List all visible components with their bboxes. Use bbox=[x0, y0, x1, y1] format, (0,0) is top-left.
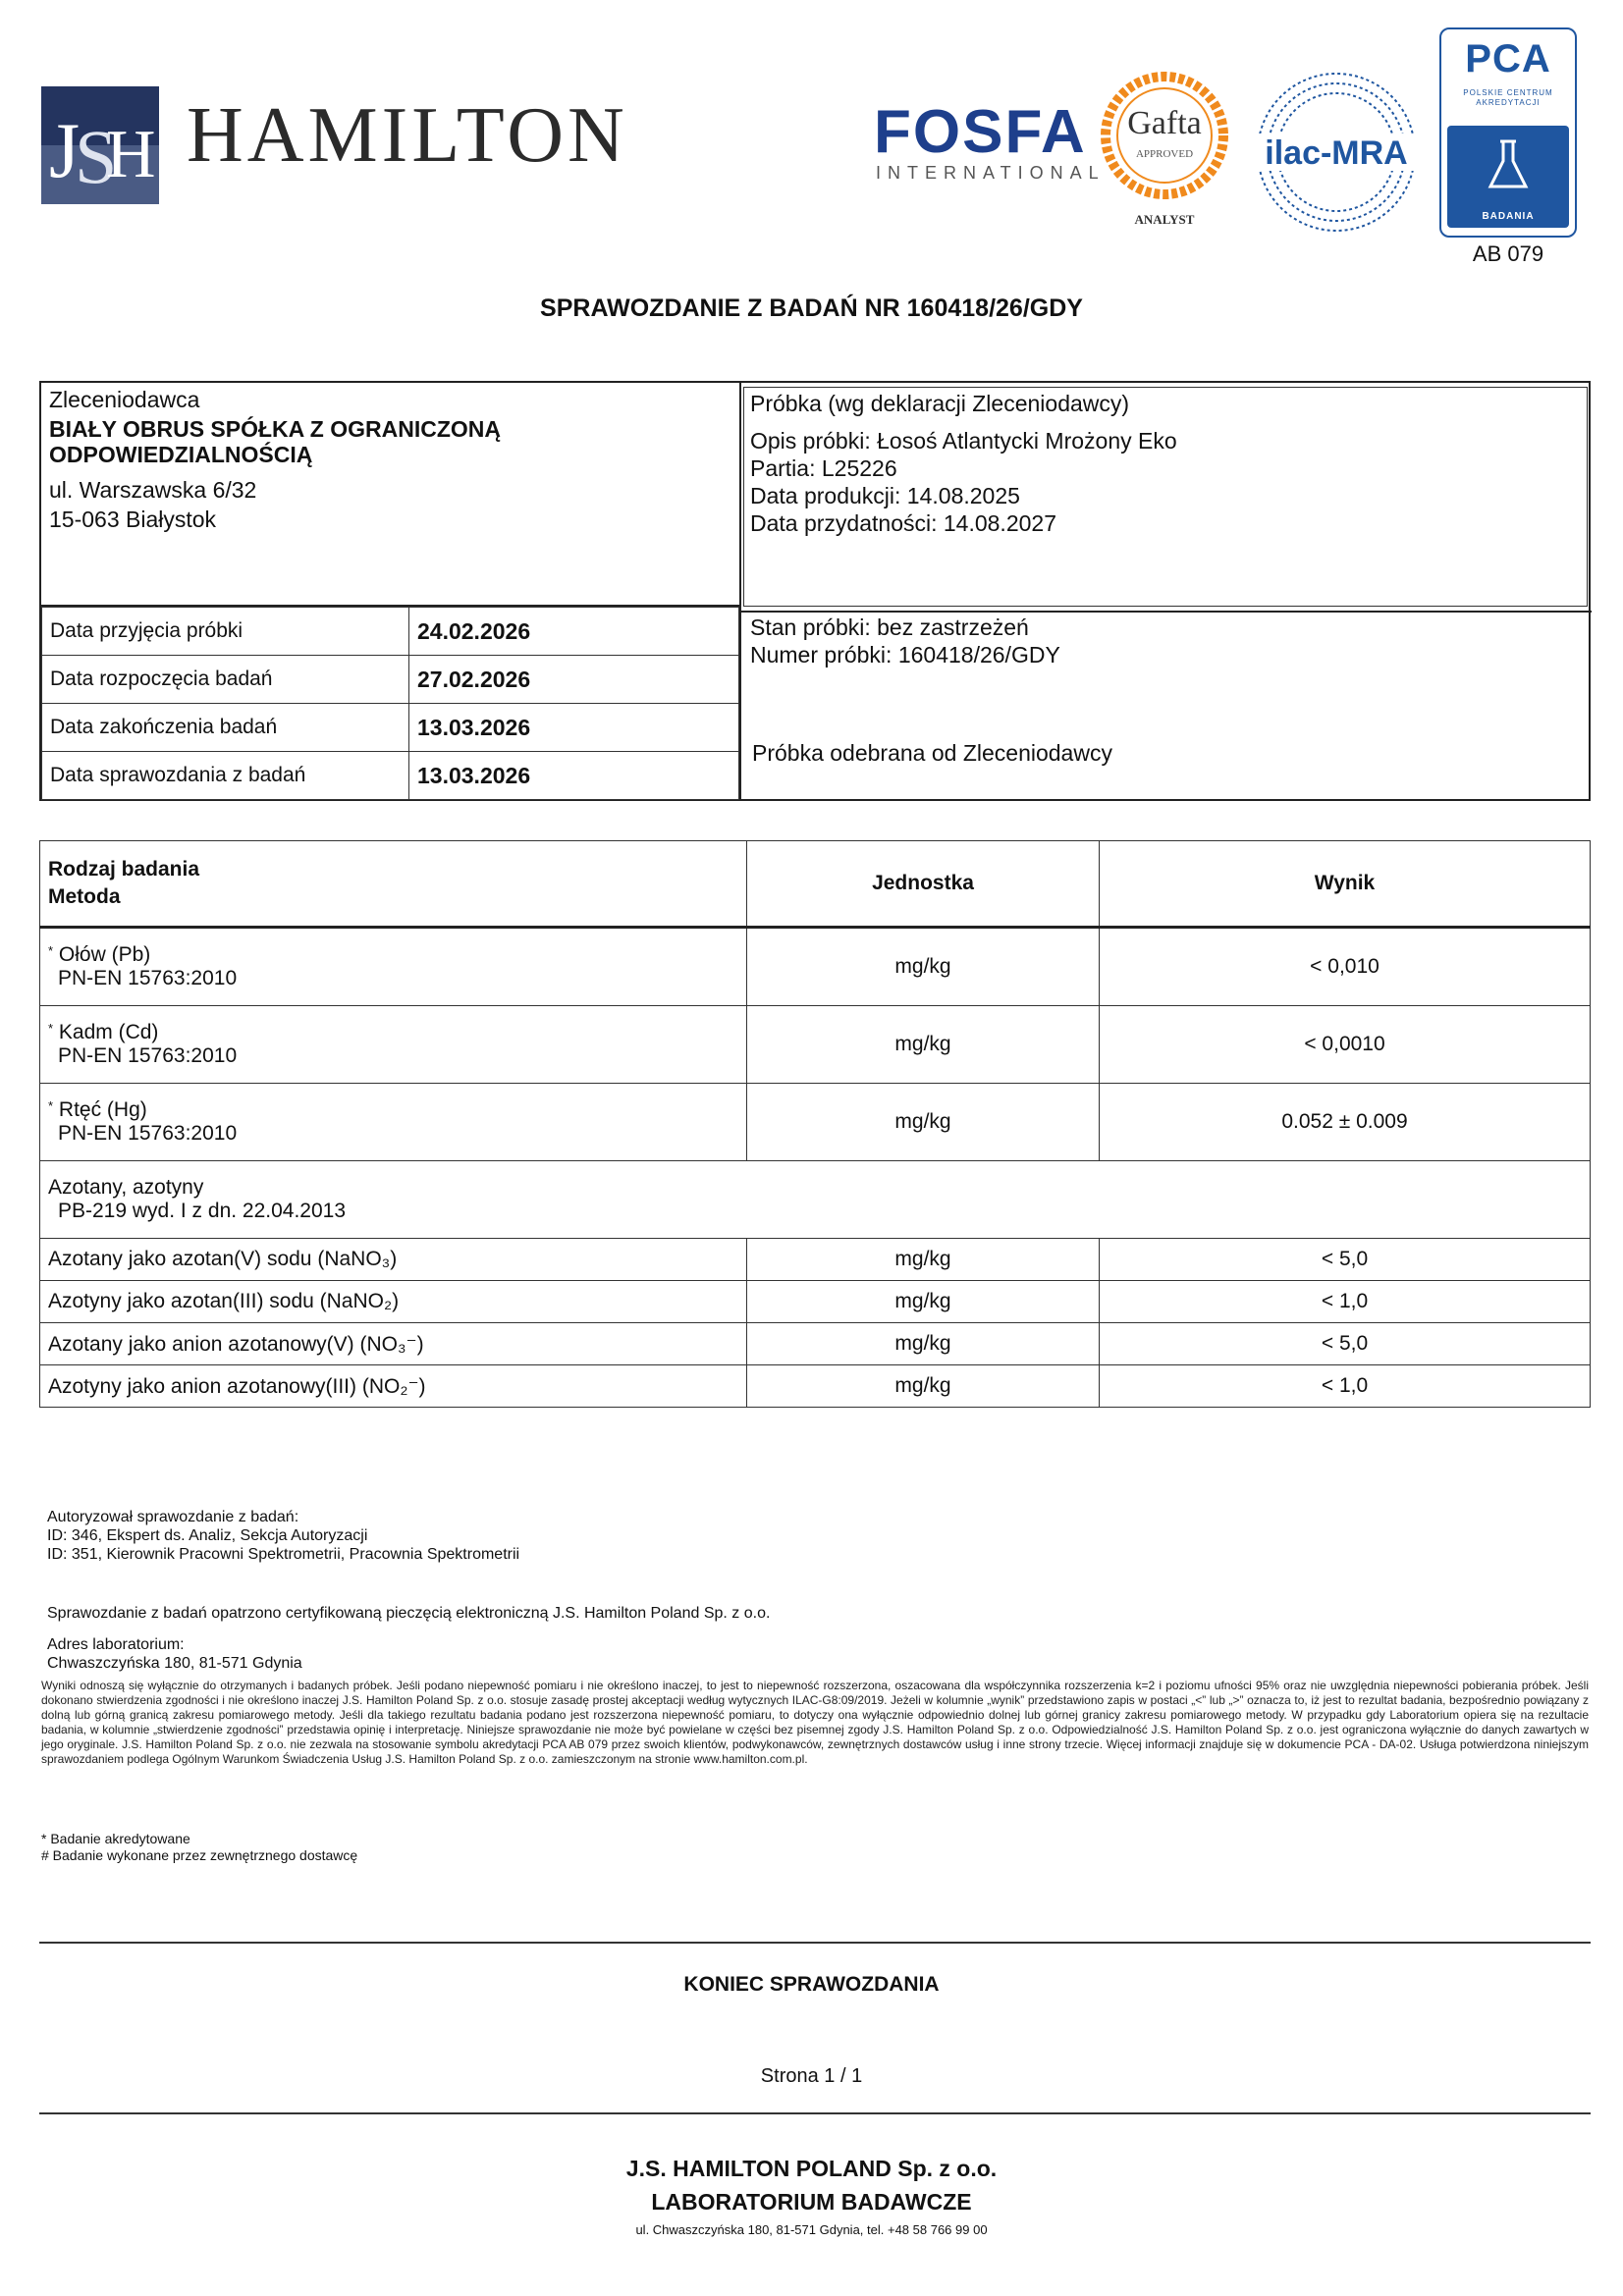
authorization-heading: Autoryzował sprawozdanie z badań: bbox=[47, 1509, 299, 1525]
authorization-signer-1: ID: 346, Ekspert ds. Analiz, Sekcja Autoryzacji bbox=[47, 1527, 368, 1544]
sample-expiry-date: Data przydatności: 14.08.2027 bbox=[750, 510, 1056, 536]
test-result: < 5,0 bbox=[1100, 1323, 1591, 1365]
table-row bbox=[40, 1323, 1591, 1365]
footnote-external: # Badanie wykonane przez zewnętrznego dostawcę bbox=[41, 1847, 358, 1863]
sample-received-from: Próbka odebrana od Zleceniodawcy bbox=[752, 740, 1112, 766]
ilac-name: ilac-MRA bbox=[1265, 134, 1408, 172]
report-title: SPRAWOZDANIE Z BADAŃ NR 160418/26/GDY bbox=[540, 294, 1083, 322]
test-result: < 0,010 bbox=[1100, 928, 1591, 1006]
accredited-marker: * bbox=[48, 1021, 54, 1036]
end-of-report: KONIEC SPRAWOZDANIA bbox=[683, 1973, 940, 1996]
pca-sub-1: POLSKIE CENTRUM bbox=[1463, 88, 1553, 97]
test-name: Azotany jako azotan(V) sodu (NaNO₃) bbox=[40, 1239, 747, 1281]
test-unit: mg/kg bbox=[747, 928, 1100, 1006]
header-method-label: Metoda bbox=[48, 885, 121, 908]
accredited-marker: * bbox=[48, 943, 54, 958]
results-table bbox=[39, 840, 1591, 1408]
fosfa-name: FOSFA bbox=[874, 98, 1087, 166]
test-result: 0.052 ± 0.009 bbox=[1100, 1084, 1591, 1161]
test-name: Azotyny jako anion azotanowy(III) (NO₂⁻) bbox=[40, 1365, 747, 1408]
divider bbox=[39, 2112, 1591, 2114]
page-number: Strona 1 / 1 bbox=[760, 2065, 863, 2087]
sample-batch: Partia: L25226 bbox=[750, 455, 897, 481]
date-value: 13.03.2026 bbox=[409, 704, 739, 752]
gafta-approved: APPROVED bbox=[1135, 148, 1194, 160]
test-name: Ołów (Pb) bbox=[58, 943, 151, 966]
flask-icon bbox=[1447, 126, 1569, 204]
header-test-type bbox=[40, 841, 747, 928]
client-name-line1: BIAŁY OBRUS SPÓŁKA Z OGRANICZONĄ bbox=[49, 416, 502, 442]
test-name: Rtęć (Hg) bbox=[58, 1098, 147, 1121]
test-result: < 0,0010 bbox=[1100, 1006, 1591, 1084]
group-method: PB-219 wyd. I z dn. 22.04.2013 bbox=[58, 1200, 347, 1222]
date-label: Data przyjęcia próbki bbox=[42, 608, 409, 656]
date-label: Data zakończenia badań bbox=[42, 704, 409, 752]
svg-text:H: H bbox=[106, 117, 156, 192]
footnote-accredited: * Badanie akredytowane bbox=[41, 1831, 190, 1846]
divider bbox=[739, 383, 741, 799]
table-row bbox=[42, 704, 739, 752]
client-name-line2: ODPOWIEDZIALNOŚCIĄ bbox=[49, 442, 313, 467]
group-name: Azotany, azotyny bbox=[48, 1176, 204, 1199]
ilac-mra-logo bbox=[1253, 69, 1420, 236]
accreditation-code: AB 079 bbox=[1472, 241, 1544, 266]
divider bbox=[39, 1942, 1591, 1944]
date-value: 27.02.2026 bbox=[409, 656, 739, 704]
table-row bbox=[40, 1239, 1591, 1281]
pca-badge bbox=[1447, 126, 1569, 228]
test-cell bbox=[40, 1084, 747, 1161]
table-row bbox=[40, 1365, 1591, 1408]
test-unit: mg/kg bbox=[747, 1365, 1100, 1408]
pca-badge-label: BADANIA bbox=[1482, 211, 1535, 222]
footer-lab: LABORATORIUM BADAWCZE bbox=[651, 2189, 972, 2215]
test-method: PN-EN 15763:2010 bbox=[58, 1122, 238, 1145]
client-city: 15-063 Białystok bbox=[49, 507, 217, 532]
table-row bbox=[42, 608, 739, 656]
lab-address-label: Adres laboratorium: bbox=[47, 1636, 185, 1653]
client-street: ul. Warszawska 6/32 bbox=[49, 477, 257, 503]
group-cell bbox=[40, 1161, 1591, 1239]
test-result: < 5,0 bbox=[1100, 1239, 1591, 1281]
test-name: Azotany jako anion azotanowy(V) (NO₃⁻) bbox=[40, 1323, 747, 1365]
test-unit: mg/kg bbox=[747, 1006, 1100, 1084]
fine-print: Wyniki odnoszą się wyłącznie do otrzymanych i badanych próbek. Jeśli podano niepewność pomiaru i nie określono inaczej, to jest to niepewność rozszerzona, oszacowana dla współczynnika rozszerzenia k=2 i poziomu ufności 95% oraz nie uwzględnia niepewności pobierania próbek. Jeśli dokonano stwierdzenia zgodności i nie określono inaczej J.S. Hamilton Poland Sp. z o.o. stosuje zasadę prostej akceptacji według wytycznych ILAC-G8:09/2019. Jeżeli w kolumnie „wynik” przedstawiono zapis w postaci „<” lub „>” oznacza to, iż jest to rezultat badania, bezpośrednio powiązany z dolną lub górną granicą zakresu pomiarowego metody. Jeśli dla takiego rezultatu badania podano jest rozszerzona niepewność pomiaru, to dotyczy ona wyłącznie odpowiednio dolnej lub górnej granicy zakresu pomiarowego metody. W przypadku gdy Laboratorium opiera się na rezultacie badania, w kolumnie „stwierdzenie zgodności” przedstawia opinię i interpretację. Niniejsze sprawozdanie nie może być powielane w części bez pisemnej zgody J.S. Hamilton Poland Sp. z o.o. Odpowiedzialność J.S. Hamilton Poland Sp. z o.o. jest ograniczona wyłącznie do danych zawartych w jego oryginale. J.S. Hamilton Poland Sp. z o.o. nie zezwala na stosowanie symbolu akredytacji PCA AB 079 przez swoich klientów, podwykonawców, zewnętrznych dostawców usług i inne strony trzecie. Więcej informacji znajduje się w dokumencie PCA - DA-02. Usługa potwierdzona niniejszym sprawozdaniem podlega Ogólnym Warunkom Świadczenia Usług J.S. Hamilton Poland Sp. z o.o. zamieszczonym na stronie www.hamilton.com.pl. bbox=[41, 1679, 1589, 1766]
table-row bbox=[42, 656, 739, 704]
table-header-row bbox=[40, 841, 1591, 928]
date-value: 13.03.2026 bbox=[409, 752, 739, 800]
test-method: PN-EN 15763:2010 bbox=[58, 1044, 238, 1067]
table-row bbox=[40, 928, 1591, 1006]
table-row bbox=[40, 1281, 1591, 1323]
test-unit: mg/kg bbox=[747, 1323, 1100, 1365]
authorization-signer-2: ID: 351, Kierownik Pracowni Spektrometrii, Pracownia Spektrometrii bbox=[47, 1546, 520, 1563]
pca-logo bbox=[1439, 27, 1577, 238]
lab-address-value: Chwaszczyńska 180, 81-571 Gdynia bbox=[47, 1655, 302, 1672]
date-label: Data rozpoczęcia badań bbox=[42, 656, 409, 704]
client-heading: Zleceniodawca bbox=[49, 387, 200, 412]
sample-heading: Próbka (wg deklaracji Zleceniodawcy) bbox=[750, 391, 1130, 416]
test-name: Kadm (Cd) bbox=[58, 1021, 159, 1043]
sample-condition: Stan próbki: bez zastrzeżeń bbox=[750, 614, 1029, 640]
table-row bbox=[40, 1084, 1591, 1161]
sample-description: Opis próbki: Łosoś Atlantycki Mrożony Eko bbox=[750, 428, 1177, 454]
gafta-logo bbox=[1098, 69, 1231, 234]
report-info-box bbox=[39, 381, 1591, 801]
table-row bbox=[42, 752, 739, 800]
test-method: PN-EN 15763:2010 bbox=[58, 967, 238, 989]
fosfa-sub: INTERNATIONAL bbox=[876, 163, 1106, 183]
sample-production-date: Data produkcji: 14.08.2025 bbox=[750, 483, 1020, 508]
header-unit: Jednostka bbox=[747, 841, 1100, 928]
pca-title: PCA bbox=[1465, 37, 1551, 80]
sample-number: Numer próbki: 160418/26/GDY bbox=[750, 642, 1060, 667]
pca-sub-2: AKREDYTACJI bbox=[1476, 98, 1541, 108]
test-unit: mg/kg bbox=[747, 1281, 1100, 1323]
gafta-name: Gafta bbox=[1127, 105, 1202, 141]
svg-text:J: J bbox=[49, 108, 81, 194]
pca-subtitle bbox=[1439, 88, 1577, 109]
table-row bbox=[40, 1006, 1591, 1084]
header-result: Wynik bbox=[1100, 841, 1591, 928]
dates-table bbox=[41, 607, 739, 800]
footer-company: J.S. HAMILTON POLAND Sp. z o.o. bbox=[625, 2156, 998, 2181]
header-test-type-label: Rodzaj badania bbox=[48, 858, 200, 881]
table-group-row bbox=[40, 1161, 1591, 1239]
test-cell bbox=[40, 1006, 747, 1084]
gafta-analyst: ANALYST bbox=[1134, 212, 1195, 227]
test-result: < 1,0 bbox=[1100, 1365, 1591, 1408]
date-value: 24.02.2026 bbox=[409, 608, 739, 656]
jsh-logo bbox=[41, 86, 159, 204]
footer-address: ul. Chwaszczyńska 180, 81-571 Gdynia, tel. +48 58 766 99 00 bbox=[635, 2222, 988, 2237]
seal-note: Sprawozdanie z badań opatrzono certyfikowaną pieczęcią elektroniczną J.S. Hamilton Poland Sp. z o.o. bbox=[47, 1605, 771, 1622]
test-result: < 1,0 bbox=[1100, 1281, 1591, 1323]
date-label: Data sprawozdania z badań bbox=[42, 752, 409, 800]
test-unit: mg/kg bbox=[747, 1084, 1100, 1161]
test-cell bbox=[40, 928, 747, 1006]
fosfa-logo bbox=[874, 98, 1106, 190]
test-unit: mg/kg bbox=[747, 1239, 1100, 1281]
brand-name: HAMILTON bbox=[187, 92, 628, 179]
svg-text:S: S bbox=[75, 114, 118, 199]
accredited-marker: * bbox=[48, 1098, 54, 1113]
test-name: Azotyny jako azotan(III) sodu (NaNO₂) bbox=[40, 1281, 747, 1323]
